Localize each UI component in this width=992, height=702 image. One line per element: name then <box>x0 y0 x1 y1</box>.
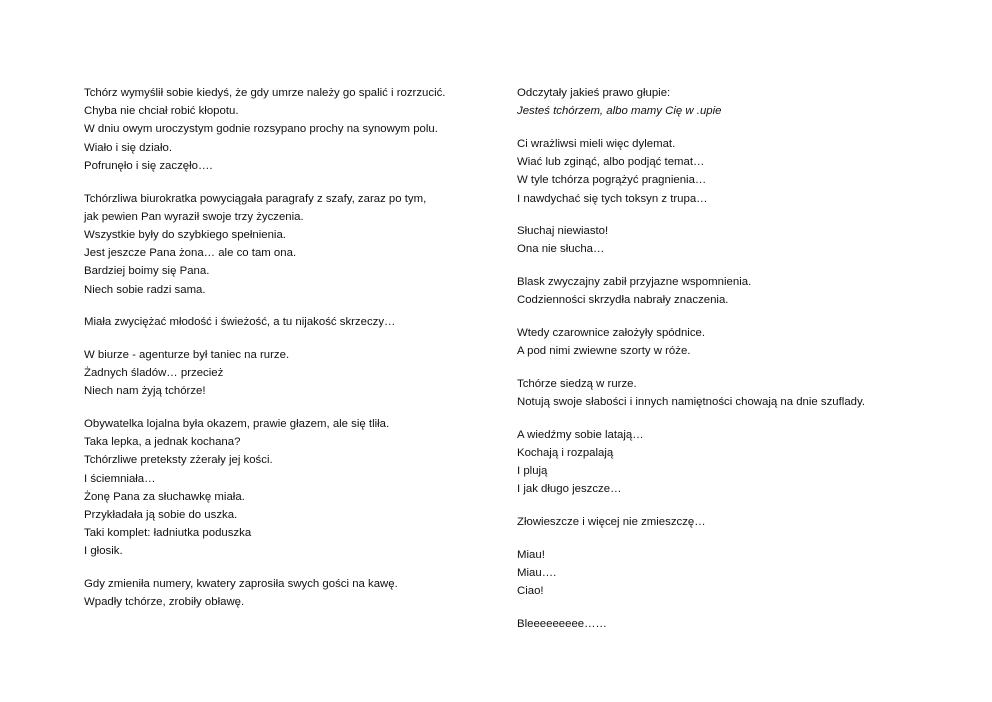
poem-line: W tyle tchórza pogrążyć pragnienia… <box>517 174 707 187</box>
poem-line: Miau! <box>517 548 545 561</box>
poem-line: Taka lepka, a jednak kochana? <box>84 436 241 449</box>
poem-line: Wtedy czarownice założyły spódnice. <box>517 327 706 340</box>
poem-line: Ciao! <box>517 585 544 598</box>
stanza <box>84 190 494 299</box>
stanza <box>517 546 937 601</box>
poem-line: Tchórze siedzą w rurze. <box>517 377 637 390</box>
stanza <box>517 615 937 633</box>
poem-line: Notują swoje słabości i innych namiętności chowają na dnie szuflady. <box>517 396 866 409</box>
poem-line: I głosik. <box>84 545 123 558</box>
stanza <box>517 513 937 531</box>
poem-line: I nawdychać się tych toksyn z trupa… <box>517 192 708 205</box>
poem-line: Złowieszcze i więcej nie zmieszczę… <box>517 516 706 529</box>
poem-line: Żadnych śladów… przecież <box>84 367 224 380</box>
poem-line: Bleeeeeeeee…… <box>517 617 607 630</box>
poem-line: Tchórzliwa biurokratka powyciągała paragrafy z szafy, zaraz po tym, <box>84 192 427 205</box>
right-column <box>517 84 937 648</box>
poem-line: Przykładała ją sobie do uszka. <box>84 509 238 522</box>
stanza <box>517 222 937 258</box>
poem-line: Miała zwyciężać młodość i świeżość, a tu nijakość skrzeczy… <box>84 316 396 329</box>
left-column <box>84 84 494 626</box>
stanza <box>84 84 494 175</box>
poem-line: Blask zwyczajny zabił przyjazne wspomnienia. <box>517 276 752 289</box>
stanza <box>84 313 494 331</box>
poem-line: Kochają i rozpalają <box>517 447 614 460</box>
poem-line: W dniu owym uroczystym godnie rozsypano prochy na synowym polu. <box>84 123 438 136</box>
poem-line: Miau…. <box>517 567 557 580</box>
stanza <box>517 273 937 309</box>
poem-line: Ona nie słucha… <box>517 243 605 256</box>
stanza <box>84 575 494 611</box>
poem-line: I plują <box>517 465 548 478</box>
poem-line: A pod nimi zwiewne szorty w róże. <box>517 345 691 358</box>
poem-line: Obywatelka lojalna była okazem, prawie głazem, ale się tliła. <box>84 418 390 431</box>
stanza <box>517 84 937 120</box>
poem-line: Jest jeszcze Pana żona… ale co tam ona. <box>84 247 297 260</box>
poem-line: Taki komplet: ładniutka poduszka <box>84 527 252 540</box>
poem-line: Odczytały jakieś prawo głupie: <box>517 87 671 99</box>
poem-line-italic: Jesteś tchórzem, albo mamy Cię w .upie <box>517 105 722 118</box>
poem-line: Pofrunęło i się zaczęło…. <box>84 159 213 172</box>
poem-line: jak pewien Pan wyraził swoje trzy życzenia. <box>84 210 304 223</box>
poem-line: Chyba nie chciał robić kłopotu. <box>84 105 239 118</box>
poem-line: Wpadły tchórze, zrobiły obławę. <box>84 596 245 609</box>
poem-line: Wszystkie były do szybkiego spełnienia. <box>84 228 286 241</box>
poem-line: A wiedźmy sobie latają… <box>517 428 644 441</box>
poem-line: Tchórz wymyślił sobie kiedyś, że gdy umrze należy go spalić i rozrzucić. <box>84 87 446 99</box>
poem-line: Niech sobie radzi sama. <box>84 283 206 296</box>
stanza <box>84 346 494 401</box>
poem-line: Ci wrażliwsi mieli więc dylemat. <box>517 137 676 150</box>
poem-line: Codzienności skrzydła nabrały znaczenia. <box>517 294 729 307</box>
stanza <box>517 324 937 360</box>
poem-line: I ściemniała… <box>84 472 156 485</box>
poem-line: Słuchaj niewiasto! <box>517 225 609 238</box>
poem-line: Niech nam żyją tchórze! <box>84 385 206 398</box>
poem-line: Gdy zmieniła numery, kwatery zaprosiła swych gości na kawę. <box>84 578 398 591</box>
poem-line: Żonę Pana za słuchawkę miała. <box>84 490 245 503</box>
stanza <box>517 375 937 411</box>
stanza <box>84 415 494 561</box>
poem-line: W biurze - agenturze był taniec na rurze. <box>84 348 290 361</box>
poem-line: I jak długo jeszcze… <box>517 483 622 496</box>
poem-line: Tchórzliwe preteksty zżerały jej kości. <box>84 454 273 467</box>
poem-line: Wiało i się działo. <box>84 141 172 154</box>
poem-line: Wiać lub zginąć, albo podjąć temat… <box>517 156 705 169</box>
stanza <box>517 135 937 208</box>
poem-line: Bardziej boimy się Pana. <box>84 265 210 278</box>
stanza <box>517 426 937 499</box>
